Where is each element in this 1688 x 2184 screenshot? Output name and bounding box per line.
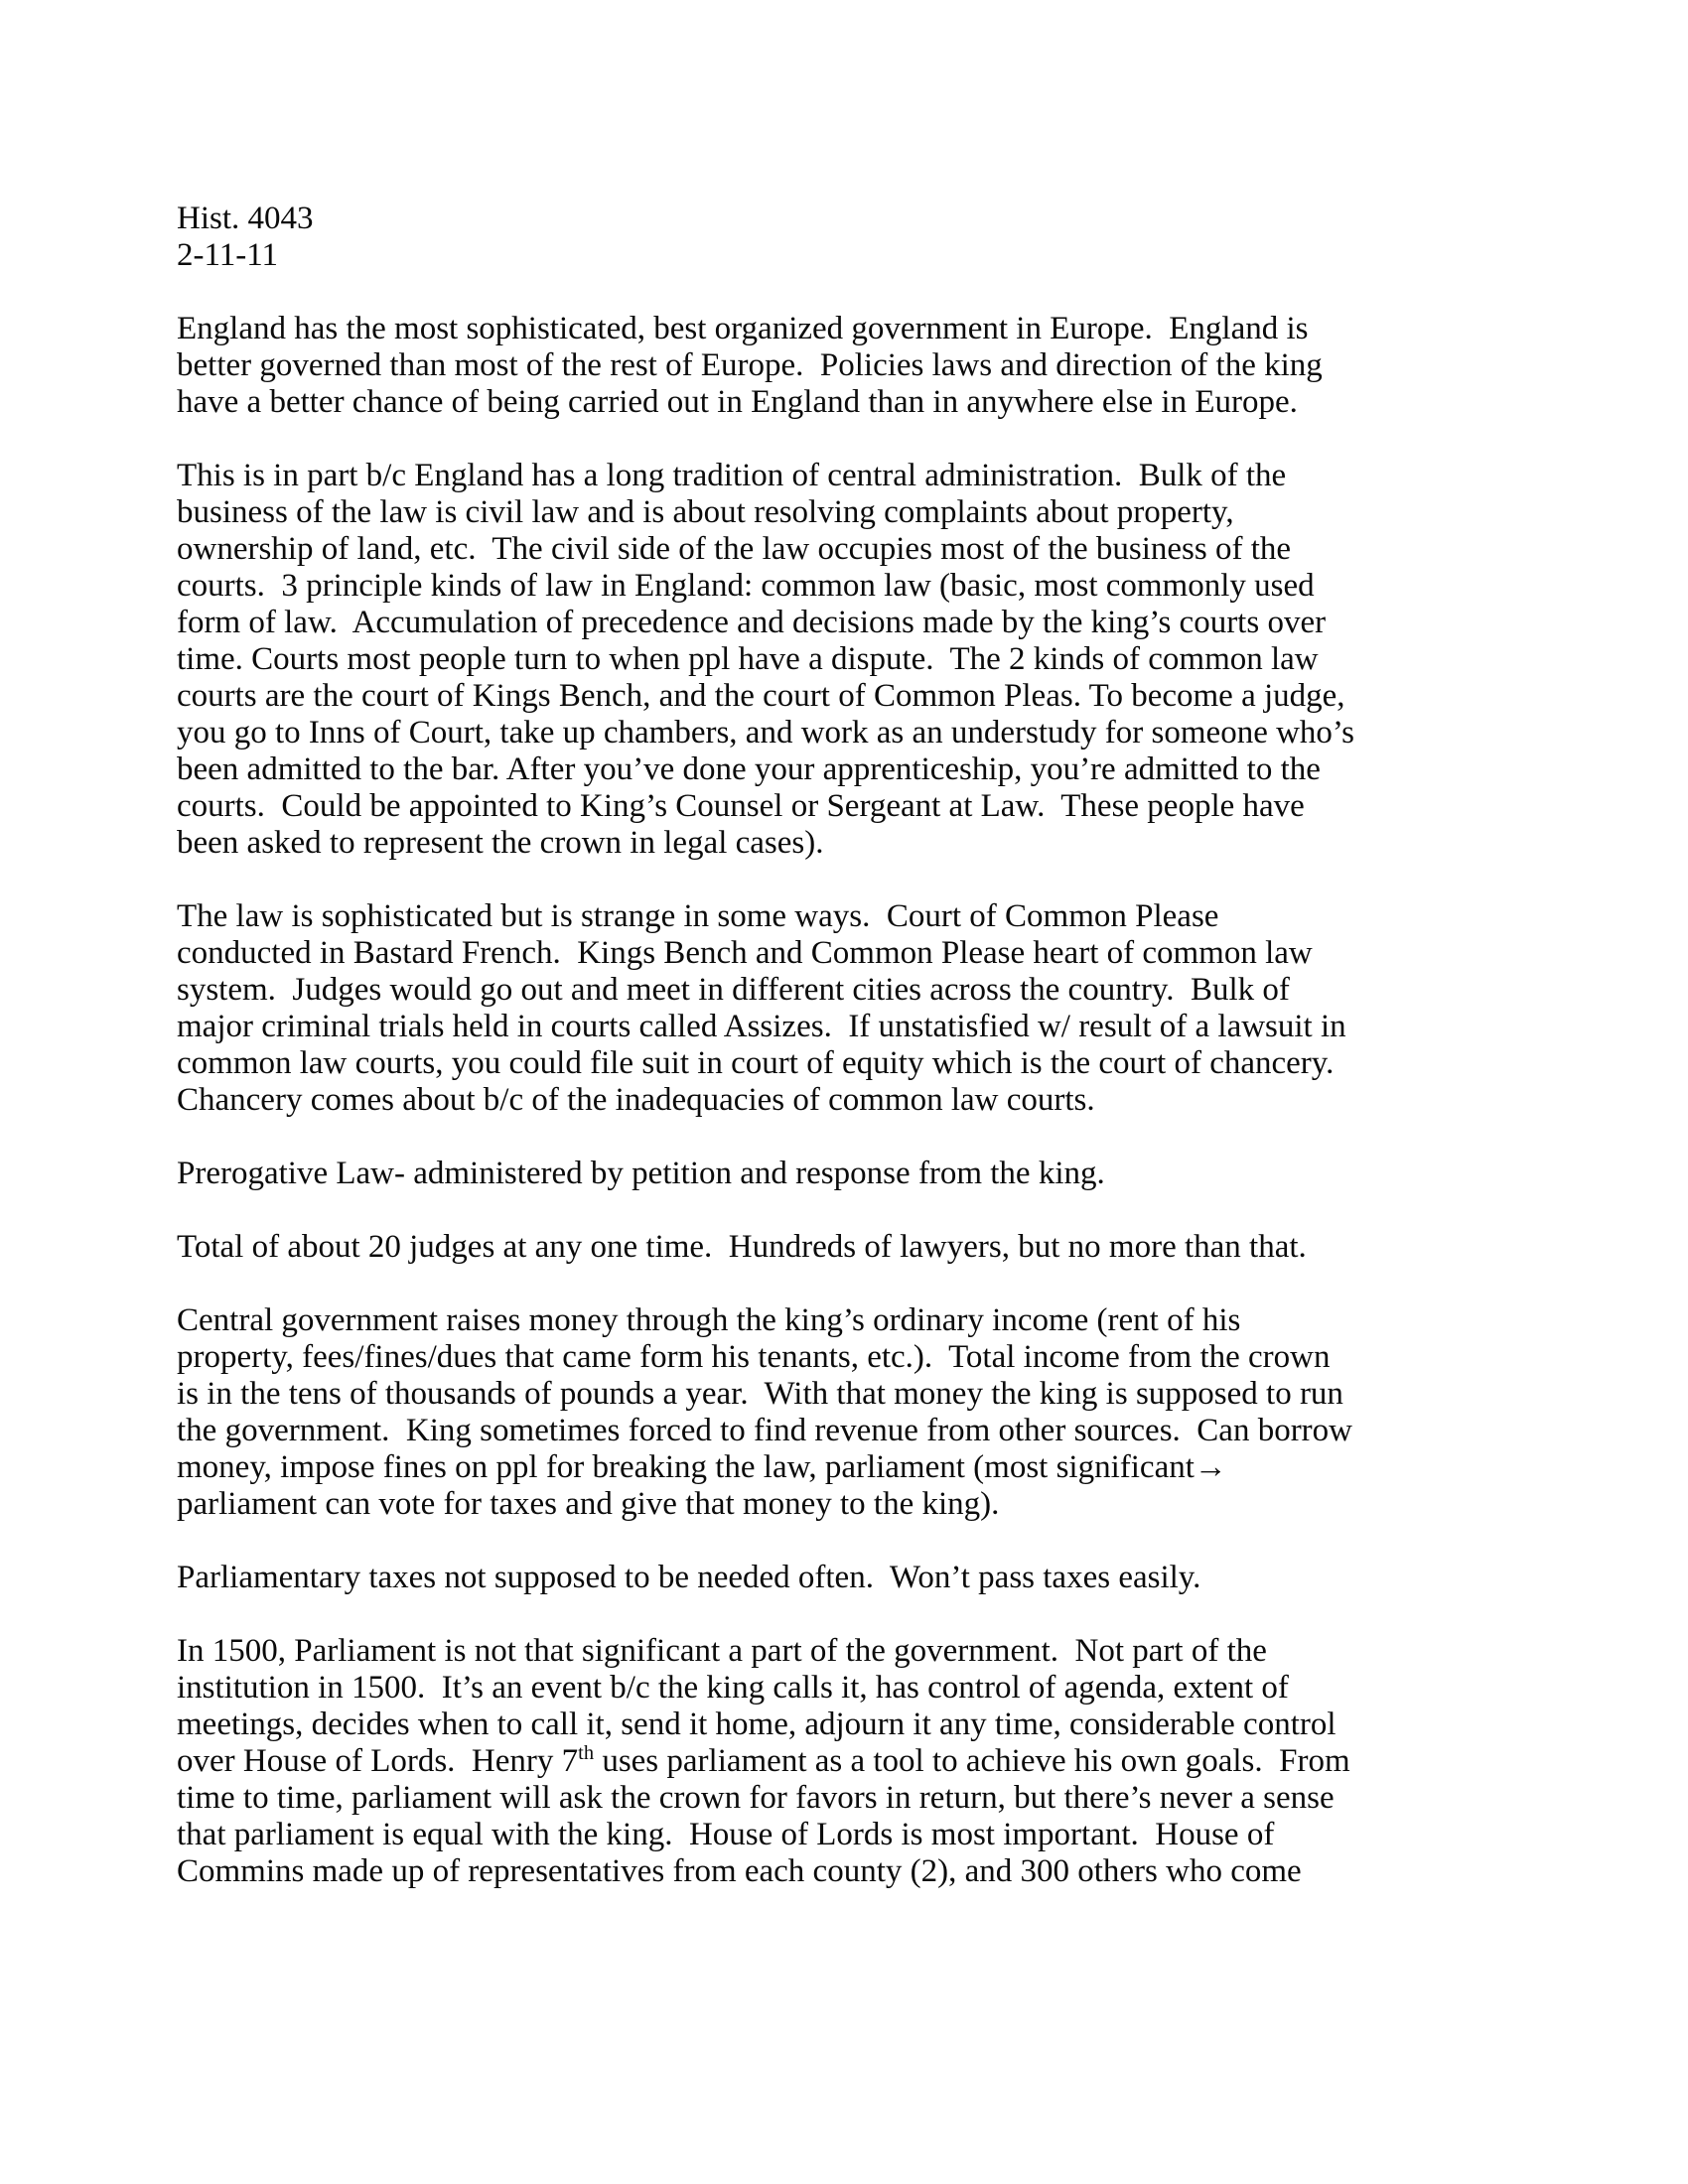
- document-content: [177, 201, 1567, 1927]
- text-line: ownership of land, etc. The civil side of the law occupies most of the business of the: [177, 531, 1292, 567]
- text-line: form of law. Accumulation of precedence and decisions made by the king’s courts over: [177, 605, 1327, 640]
- text-line: you go to Inns of Court, take up chambers, and work as an understudy for someone who’s: [177, 715, 1354, 751]
- text-line: courts. 3 principle kinds of law in England: common law (basic, most commonly used: [177, 568, 1315, 604]
- superscript-text: th: [578, 1742, 595, 1764]
- text-line: England has the most sophisticated, best organized government in Europe. England is: [177, 311, 1309, 346]
- text-line: been asked to represent the crown in legal cases).: [177, 825, 824, 861]
- text-line: Prerogative Law- administered by petition and response from the king.: [177, 1156, 1105, 1191]
- text-line: courts are the court of Kings Bench, and the court of Common Pleas. To become a judge,: [177, 678, 1345, 714]
- text-line: institution in 1500. It’s an event b/c the king calls it, has control of agenda, extent of: [177, 1670, 1289, 1706]
- document-header: [177, 201, 1567, 274]
- text-line: property, fees/fines/dues that came form his tenants, etc.). Total income from the crown: [177, 1339, 1331, 1375]
- paragraph: [177, 898, 1567, 1119]
- text-line: the government. King sometimes forced to find revenue from other sources. Can borrow: [177, 1413, 1353, 1448]
- text-line: money, impose fines on ppl for breaking the law, parliament (most significant→: [177, 1449, 1227, 1485]
- text-line: courts. Could be appointed to King’s Counsel or Sergeant at Law. These people have: [177, 788, 1305, 824]
- paragraph: [177, 458, 1567, 862]
- text-run: over House of Lords. Henry 7: [177, 1743, 579, 1779]
- paragraph: [177, 1302, 1567, 1523]
- header-course-line: Hist. 4043: [177, 201, 314, 236]
- text-line: have a better chance of being carried out in England than in anywhere else in Europe.: [177, 384, 1298, 420]
- header-date-line: 2-11-11: [177, 237, 279, 273]
- text-line: better governed than most of the rest of Europe. Policies laws and direction of the king: [177, 347, 1323, 383]
- text-line: time to time, parliament will ask the crown for favors in return, but there’s never a sense: [177, 1780, 1335, 1816]
- text-line: Central government raises money through the king’s ordinary income (rent of his: [177, 1302, 1241, 1338]
- text-line: This is in part b/c England has a long tradition of central administration. Bulk of the: [177, 458, 1287, 493]
- text-line: In 1500, Parliament is not that significant a part of the government. Not part of the: [177, 1633, 1267, 1669]
- text-line: business of the law is civil law and is about resolving complaints about property,: [177, 494, 1234, 530]
- text-line: The law is sophisticated but is strange in some ways. Court of Common Please: [177, 898, 1219, 934]
- paragraph: [177, 1633, 1567, 1890]
- text-line: major criminal trials held in courts called Assizes. If unstatisfied w/ result of a lawsuit in: [177, 1009, 1346, 1044]
- document-body: [177, 311, 1567, 1890]
- text-line: Commins made up of representatives from each county (2), and 300 others who come: [177, 1853, 1302, 1889]
- text-line: conducted in Bastard French. Kings Bench and Common Please heart of common law: [177, 935, 1313, 971]
- text-line: [177, 1743, 1567, 1780]
- text-line: Parliamentary taxes not supposed to be needed often. Won’t pass taxes easily.: [177, 1560, 1201, 1595]
- text-line: parliament can vote for taxes and give that money to the king).: [177, 1486, 1000, 1522]
- text-line: common law courts, you could file suit in court of equity which is the court of chancery.: [177, 1045, 1335, 1081]
- text-line: Chancery comes about b/c of the inadequacies of common law courts.: [177, 1082, 1095, 1118]
- paragraph: [177, 1229, 1567, 1266]
- text-line: been admitted to the bar. After you’ve done your apprenticeship, you’re admitted to the: [177, 751, 1321, 787]
- paragraph: [177, 1156, 1567, 1192]
- text-line: is in the tens of thousands of pounds a year. With that money the king is supposed to run: [177, 1376, 1343, 1412]
- paragraph: [177, 311, 1567, 421]
- text-line: that parliament is equal with the king. House of Lords is most important. House of: [177, 1817, 1275, 1852]
- text-line: time. Courts most people turn to when ppl have a dispute. The 2 kinds of common law: [177, 641, 1319, 677]
- text-line: meetings, decides when to call it, send it home, adjourn it any time, considerable control: [177, 1706, 1336, 1742]
- text-line: Total of about 20 judges at any one time. Hundreds of lawyers, but no more than that.: [177, 1229, 1307, 1265]
- paragraph: [177, 1560, 1567, 1596]
- text-run: uses parliament as a tool to achieve his own goals. From: [594, 1743, 1350, 1779]
- text-line: system. Judges would go out and meet in different cities across the country. Bulk of: [177, 972, 1290, 1008]
